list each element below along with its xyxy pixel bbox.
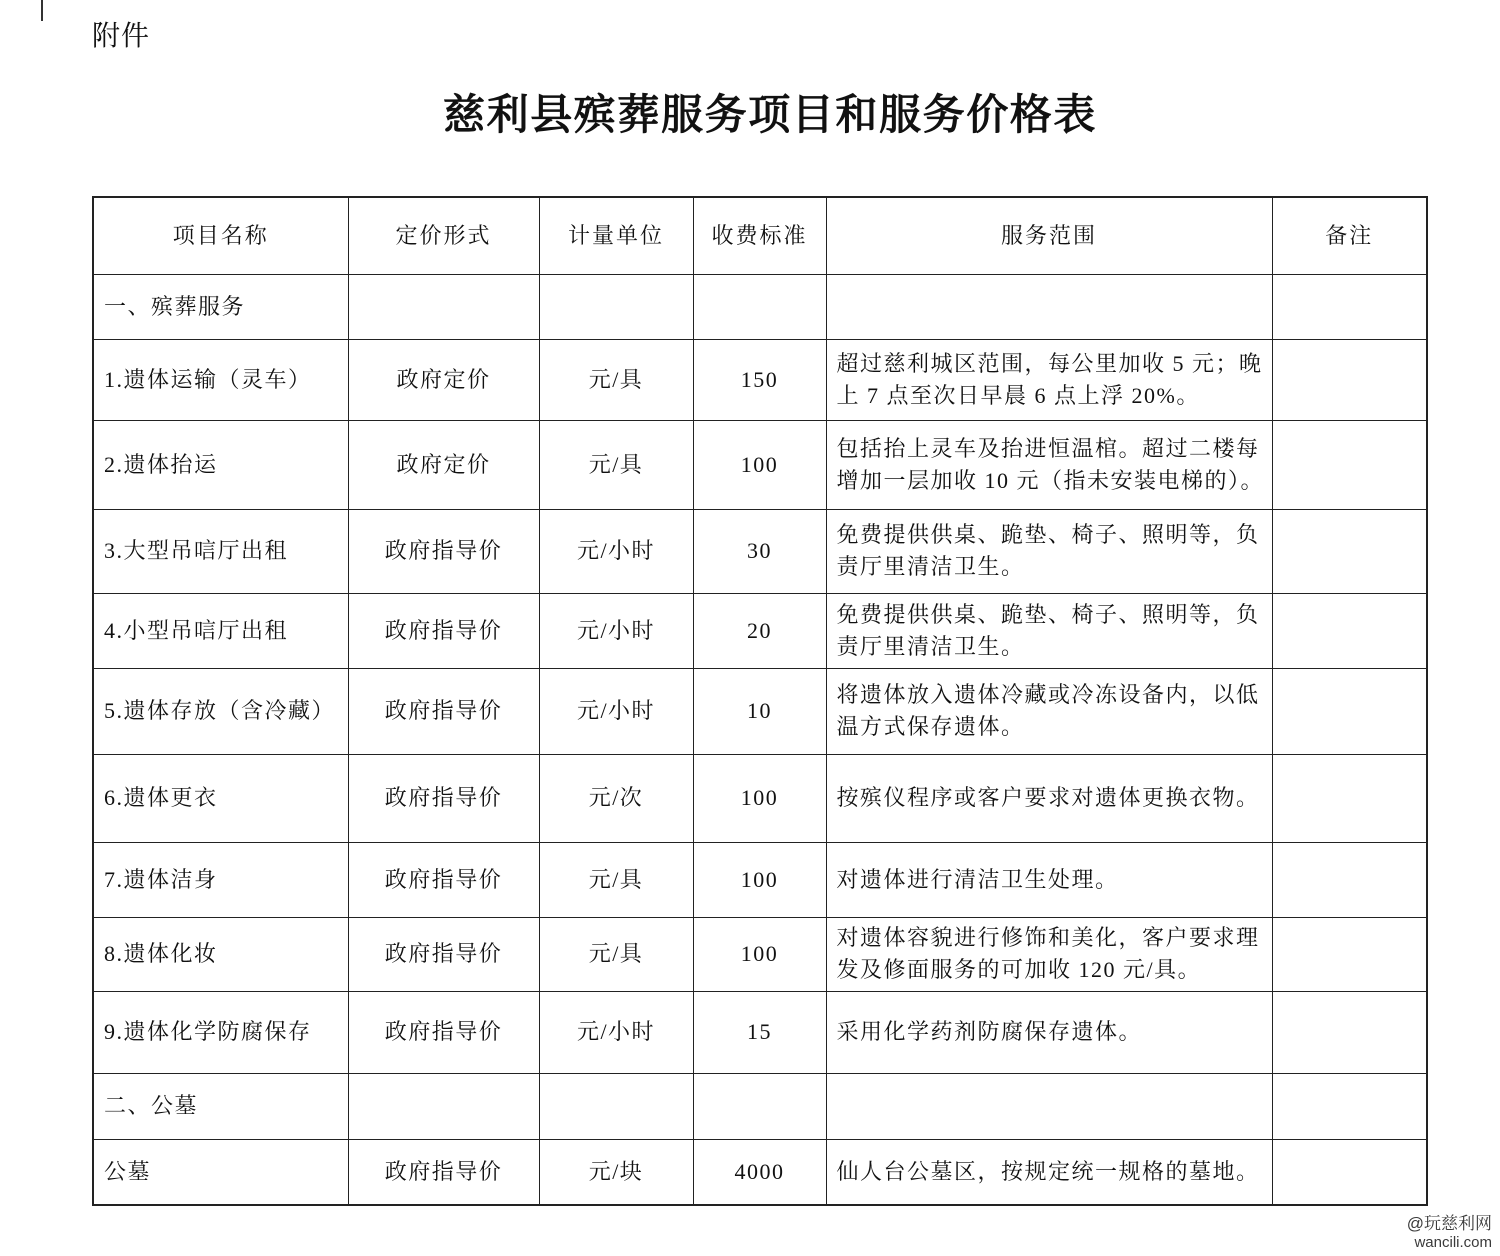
- pricing-form: 政府指导价: [348, 668, 539, 754]
- column-header-unit: 计量单位: [539, 197, 693, 274]
- table-row: [93, 1139, 1427, 1205]
- service-scope: [826, 339, 1272, 420]
- table-row: [93, 754, 1427, 842]
- service-scope: [826, 1139, 1272, 1205]
- price: 20: [693, 593, 826, 668]
- attachment-label: 附件: [92, 20, 151, 51]
- empty-cell: [348, 1073, 539, 1139]
- document-title: 慈利县殡葬服务项目和服务价格表: [443, 93, 1098, 139]
- note: [1272, 917, 1427, 991]
- column-header-price: 收费标准: [693, 197, 826, 274]
- price: 10: [693, 668, 826, 754]
- table-row: [93, 420, 1427, 509]
- item-name: 5.遗体存放（含冷藏）: [93, 668, 348, 754]
- column-header-note: 备注: [1272, 197, 1427, 274]
- service-scope-line: 免费提供供桌、跪垫、椅子、照明等，负: [836, 522, 1260, 547]
- price: 100: [693, 917, 826, 991]
- item-name: 6.遗体更衣: [93, 754, 348, 842]
- item-name: 3.大型吊唁厅出租: [93, 509, 348, 593]
- watermark: [1407, 1214, 1492, 1252]
- service-scope-line: 采用化学药剂防腐保存遗体。: [836, 1019, 1143, 1044]
- pricing-form: 政府定价: [348, 420, 539, 509]
- service-scope-line: 对遗体进行清洁卫生处理。: [836, 866, 1119, 892]
- service-scope-line: 增加一层加收 10 元（指未安装电梯的）。: [836, 467, 1265, 493]
- service-scope-line: 超过慈利城区范围，每公里加收 5 元；晚: [836, 350, 1263, 376]
- price: 30: [693, 509, 826, 593]
- service-scope: [826, 754, 1272, 842]
- item-name: 公墓: [93, 1139, 348, 1205]
- service-scope-line: 责厅里清洁卫生。: [836, 633, 1025, 659]
- pricing-form: 政府定价: [348, 339, 539, 420]
- note: [1272, 593, 1427, 668]
- column-header-item-name: 项目名称: [93, 197, 348, 274]
- price: 100: [693, 420, 826, 509]
- service-scope: [826, 917, 1272, 991]
- item-name: 7.遗体洁身: [93, 842, 348, 917]
- empty-cell: [693, 1073, 826, 1139]
- service-scope-line: 仙人台公墓区，按规定统一规格的墓地。: [836, 1158, 1260, 1184]
- section-row: [93, 1073, 1427, 1139]
- table-row: [93, 509, 1427, 593]
- column-header-service-scope: 服务范围: [826, 197, 1272, 274]
- price: 150: [693, 339, 826, 420]
- note: [1272, 509, 1427, 593]
- empty-cell: [539, 1073, 693, 1139]
- table-row: [93, 593, 1427, 668]
- service-scope: [826, 842, 1272, 917]
- table-row: [93, 339, 1427, 420]
- pricing-form: 政府指导价: [348, 754, 539, 842]
- unit: 元/小时: [539, 668, 693, 754]
- empty-cell: [1272, 274, 1427, 339]
- item-name: 4.小型吊唁厅出租: [93, 593, 348, 668]
- unit: 元/具: [539, 917, 693, 991]
- empty-cell: [693, 274, 826, 339]
- column-header-pricing-form: 定价形式: [348, 197, 539, 274]
- note: [1272, 991, 1427, 1073]
- item-name: 1.遗体运输（灵车）: [93, 339, 348, 420]
- pricing-form: 政府指导价: [348, 509, 539, 593]
- pricing-form: 政府指导价: [348, 593, 539, 668]
- service-scope: [826, 593, 1272, 668]
- pricing-form: 政府指导价: [348, 917, 539, 991]
- watermark-brand: @玩慈利网: [1406, 1214, 1492, 1233]
- service-scope-line: 对遗体容貌进行修饰和美化，客户要求理: [836, 925, 1260, 950]
- empty-cell: [1272, 1073, 1427, 1139]
- empty-cell: [826, 274, 1272, 339]
- service-scope: [826, 420, 1272, 509]
- unit: 元/具: [539, 842, 693, 917]
- price: 100: [693, 754, 826, 842]
- item-name: 8.遗体化妆: [93, 917, 348, 991]
- watermark-domain: wancili.com: [1414, 1234, 1492, 1251]
- price: 4000: [693, 1139, 826, 1205]
- price-table: [92, 196, 1428, 1206]
- empty-cell: [539, 274, 693, 339]
- section-label: 二、公墓: [93, 1073, 348, 1139]
- service-scope-line: 发及修面服务的可加收 120 元/具。: [836, 957, 1202, 982]
- service-scope-line: 免费提供供桌、跪垫、椅子、照明等，负: [836, 601, 1260, 627]
- unit: 元/块: [539, 1139, 693, 1205]
- table-row: [93, 991, 1427, 1073]
- item-name: 2.遗体抬运: [93, 420, 348, 509]
- service-scope-line: 将遗体放入遗体冷藏或冷冻设备内，以低: [836, 682, 1260, 707]
- service-scope-line: 包括抬上灵车及抬进恒温棺。超过二楼每: [836, 435, 1260, 461]
- price: 15: [693, 991, 826, 1073]
- note: [1272, 339, 1427, 420]
- service-scope: [826, 668, 1272, 754]
- unit: 元/具: [539, 420, 693, 509]
- price: 100: [693, 842, 826, 917]
- pricing-form: 政府指导价: [348, 1139, 539, 1205]
- section-row: [93, 274, 1427, 339]
- pricing-form: 政府指导价: [348, 991, 539, 1073]
- unit: 元/小时: [539, 991, 693, 1073]
- item-name: 9.遗体化学防腐保存: [93, 991, 348, 1073]
- note: [1272, 754, 1427, 842]
- note: [1272, 1139, 1427, 1205]
- table-header-row: [93, 197, 1427, 274]
- service-scope: [826, 509, 1272, 593]
- unit: 元/次: [539, 754, 693, 842]
- pricing-form: 政府指导价: [348, 842, 539, 917]
- table-row: [93, 668, 1427, 754]
- scan-mark: [41, 0, 43, 21]
- note: [1272, 842, 1427, 917]
- table-row: [93, 917, 1427, 991]
- service-scope-line: 责厅里清洁卫生。: [836, 554, 1025, 579]
- empty-cell: [826, 1073, 1272, 1139]
- section-label: 一、殡葬服务: [93, 274, 348, 339]
- unit: 元/具: [539, 339, 693, 420]
- service-scope-line: 按殡仪程序或客户要求对遗体更换衣物。: [836, 785, 1260, 810]
- unit: 元/小时: [539, 593, 693, 668]
- unit: 元/小时: [539, 509, 693, 593]
- service-scope: [826, 991, 1272, 1073]
- table-row: [93, 842, 1427, 917]
- note: [1272, 420, 1427, 509]
- service-scope-line: 上 7 点至次日早晨 6 点上浮 20%。: [836, 382, 1200, 408]
- note: [1272, 668, 1427, 754]
- empty-cell: [348, 274, 539, 339]
- service-scope-line: 温方式保存遗体。: [836, 714, 1025, 739]
